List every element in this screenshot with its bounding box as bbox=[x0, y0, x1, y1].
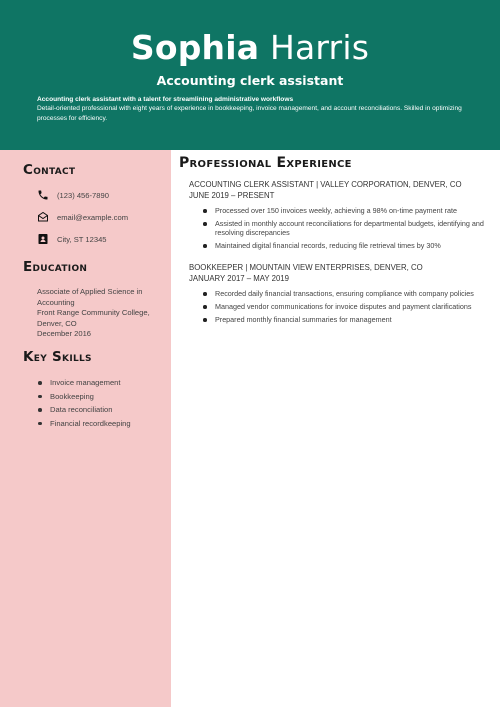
contact-phone bbox=[37, 188, 109, 202]
skill-item: Invoice management bbox=[37, 376, 167, 390]
job-dates: JUNE 2019 – PRESENT bbox=[189, 190, 275, 200]
job-bullet: Prepared monthly financial summaries for management bbox=[189, 315, 489, 324]
job-bullet: Managed vendor communications for invoice disputes and payment clarifications bbox=[189, 302, 489, 311]
phone-text: (123) 456-7890 bbox=[57, 190, 109, 200]
education-degree: Associate of Applied Science in Accounting bbox=[37, 287, 143, 307]
summary-body: Detail-oriented professional with eight years of experience in bookkeeping, invoice management, and account reconciliations. Skilled in optimizing processes for efficiency. bbox=[37, 105, 462, 122]
contact-card-icon bbox=[37, 233, 49, 245]
summary-headline: Accounting clerk assistant with a talent for streamlining administrative workflows bbox=[37, 96, 294, 103]
job-title: Accounting clerk assistant bbox=[156, 73, 344, 88]
contact-heading: Contact bbox=[23, 162, 76, 178]
candidate-name bbox=[0, 28, 500, 68]
first-name: Sophia bbox=[130, 28, 260, 67]
job-entry bbox=[189, 180, 489, 254]
job-bullet: Maintained digital financial records, reducing file retrieval times by 30% bbox=[189, 241, 489, 250]
summary bbox=[37, 95, 465, 123]
job-bullets bbox=[189, 206, 489, 251]
job-heading: ACCOUNTING CLERK ASSISTANT | VALLEY CORPORATION, DENVER, CO bbox=[189, 180, 462, 189]
job-bullet: Processed over 150 invoices weekly, achieving a 98% on-time payment rate bbox=[189, 206, 489, 215]
job-bullet: Assisted in monthly account reconciliations for departmental budgets, identifying and resolving discrepancies bbox=[189, 219, 489, 238]
resume-header bbox=[0, 0, 500, 150]
contact-address bbox=[37, 232, 107, 246]
skill-item: Bookkeeping bbox=[37, 390, 167, 404]
education-date: December 2016 bbox=[37, 329, 92, 338]
experience-heading: Professional Experience bbox=[179, 155, 352, 171]
job-heading: BOOKKEEPER | MOUNTAIN VIEW ENTERPRISES, DENVER, CO bbox=[189, 263, 423, 272]
education-entry bbox=[37, 287, 162, 340]
email-text: email@example.com bbox=[57, 212, 129, 222]
skill-item: Financial recordkeeping bbox=[37, 417, 167, 431]
skills-heading: Key Skills bbox=[23, 349, 92, 365]
address-text: City, ST 12345 bbox=[57, 234, 107, 244]
job-bullet: Recorded daily financial transactions, ensuring compliance with company policies bbox=[189, 289, 489, 298]
job-bullets bbox=[189, 289, 489, 324]
job-dates: JANUARY 2017 – MAY 2019 bbox=[189, 273, 289, 283]
phone-icon bbox=[37, 189, 49, 201]
contact-email bbox=[37, 210, 128, 224]
last-name: Harris bbox=[269, 28, 370, 67]
education-heading: Education bbox=[23, 259, 88, 275]
education-school: Front Range Community College, Denver, CO bbox=[37, 308, 150, 328]
skill-item: Data reconciliation bbox=[37, 403, 167, 417]
job-entry bbox=[189, 263, 489, 328]
email-icon bbox=[37, 211, 49, 223]
skills-list bbox=[37, 376, 167, 430]
